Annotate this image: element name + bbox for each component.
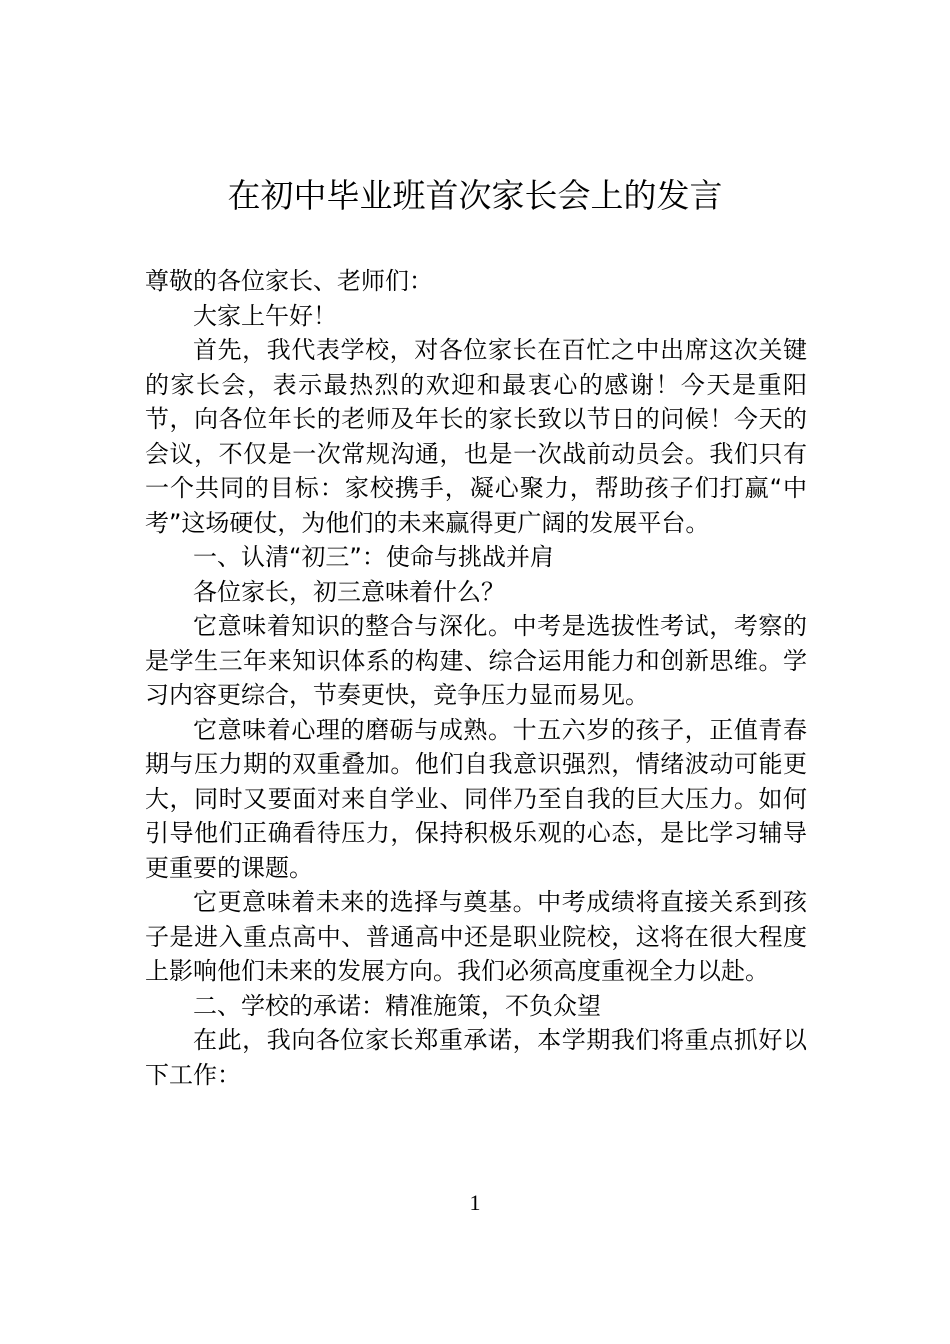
section-heading-2: 二、学校的承诺：精准施策，不负众望 — [193, 991, 601, 1020]
paragraph-knowledge: 它意味着知识的整合与深化。中考是选拔性考试，考察的是学生三年来知识体系的构建、综合运用能力和创新思维。学习内容更综合，节奏更快，竞争压力显而易见。 — [145, 612, 807, 709]
salutation: 尊敬的各位家长、老师们： — [145, 267, 433, 295]
paragraph-question: 各位家长，初三意味着什么？ — [193, 577, 505, 606]
paragraph-psychology: 它意味着心理的磨砺与成熟。十五六岁的孩子，正值青春期与压力期的双重叠加。他们自我意识强烈，情绪波动可能更大，同时又要面对来自学业、同伴乃至自我的巨大压力。如何引导他们正确看待压力，保持积极乐观的心态，是比学习辅导更重要的课题。 — [145, 715, 807, 882]
document-title: 在初中毕业班首次家长会上的发言 — [227, 176, 723, 215]
paragraph-greeting: 大家上午好！ — [193, 301, 337, 330]
document-body — [145, 264, 807, 1092]
paragraph-future: 它更意味着未来的选择与奠基。中考成绩将直接关系到孩子是进入重点高中、普通高中还是职业院校，这将在很大程度上影响他们未来的发展方向。我们必须高度重视全力以赴。 — [145, 888, 807, 985]
section-heading-1: 一、认清“初三”：使命与挑战并肩 — [193, 543, 554, 571]
page-number: 1 — [469, 1190, 481, 1215]
paragraph-promise: 在此，我向各位家长郑重承诺，本学期我们将重点抓好以下工作： — [145, 1026, 807, 1089]
paragraph-opening: 首先，我代表学校，对各位家长在百忙之中出席这次关键的家长会，表示最热烈的欢迎和最衷心的感谢！今天是重阳节，向各位年长的老师及年长的家长致以节日的问候！今天的会议，不仅是一次常规沟通，也是一次战前动员会。我们只有一个共同的目标：家校携手，凝心聚力，帮助孩子们打赢“中考”这场硬仗，为他们的未来赢得更广阔的发展平台。 — [145, 336, 807, 537]
